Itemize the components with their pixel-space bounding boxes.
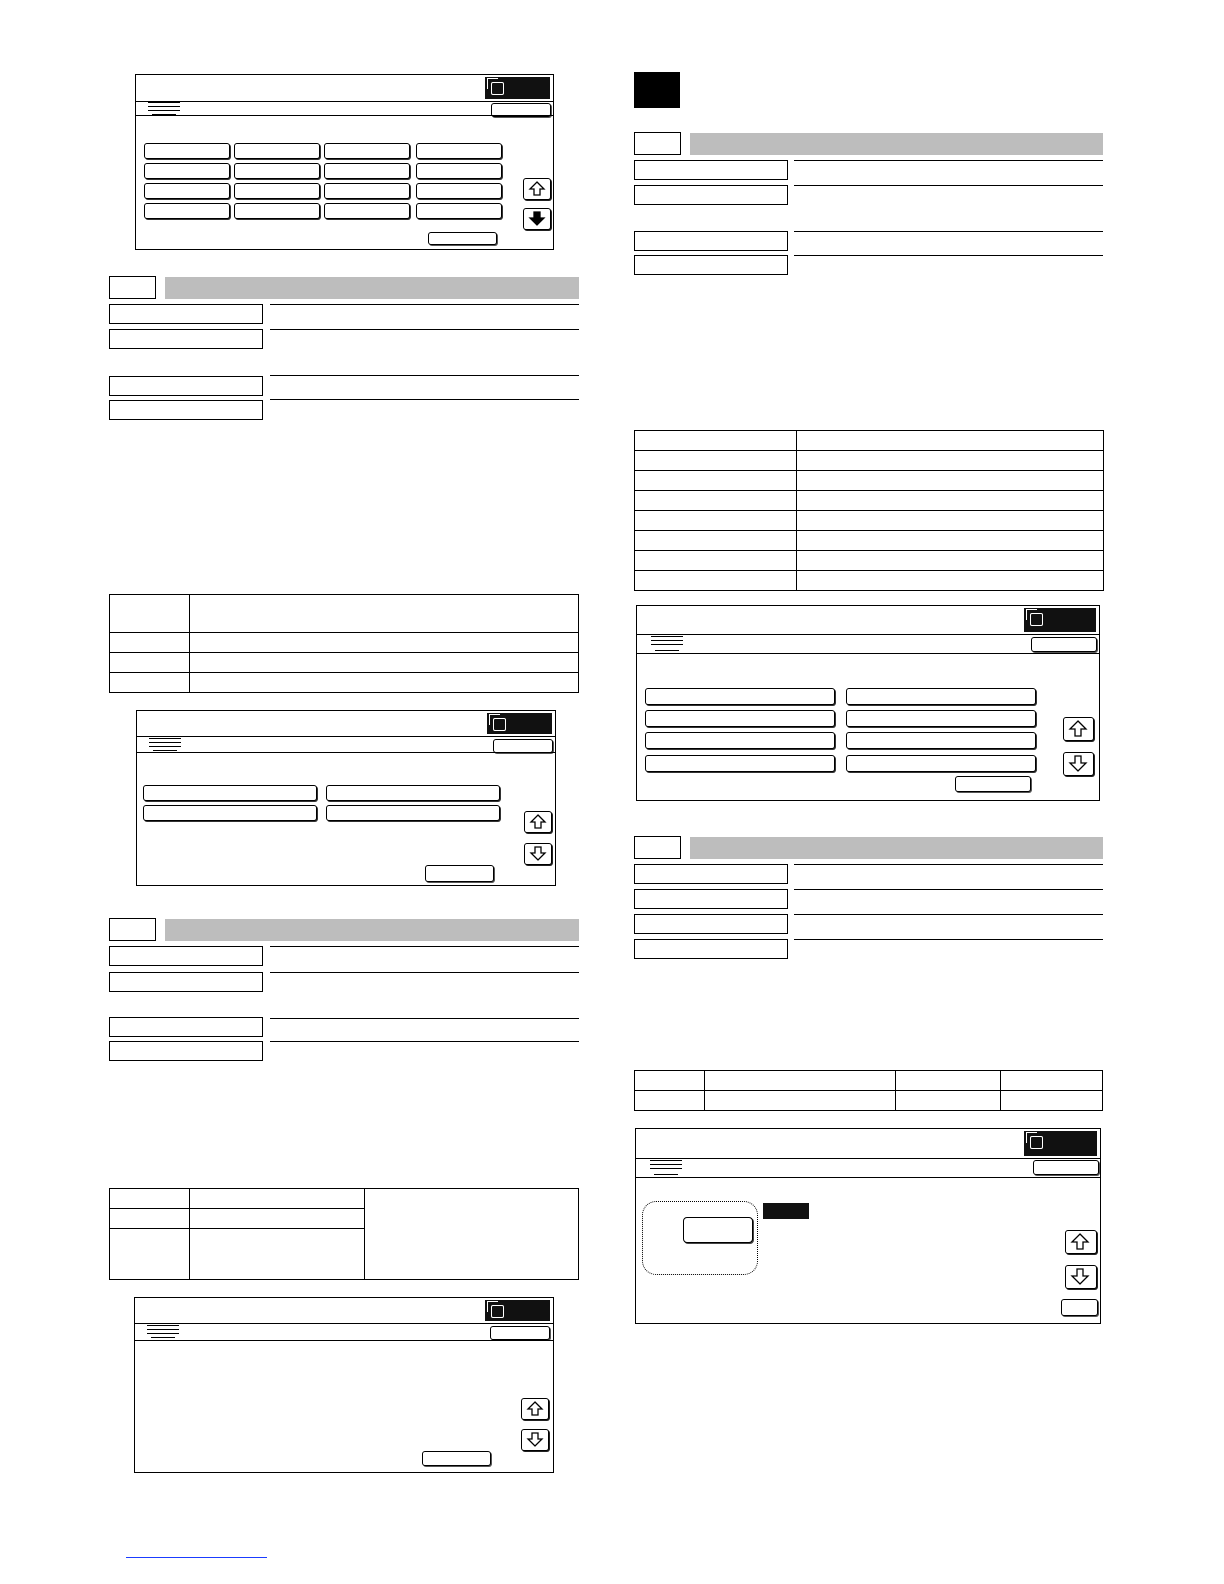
up-arrow-icon [529,813,547,830]
copy-icon [491,82,504,95]
table-row [110,653,579,673]
copy-mode-badge [485,1300,550,1321]
item-underline [794,864,1103,865]
screen-2-divider [137,752,555,753]
section-number-box [109,276,156,299]
table-row [635,451,1104,471]
option-button[interactable] [846,710,1036,727]
table-4 [634,1070,1103,1111]
copy-mode-badge [487,713,552,734]
item-underline [794,160,1103,161]
item-label-box [109,400,263,420]
up-arrow-button[interactable] [1063,717,1094,741]
key-button[interactable] [416,143,502,159]
down-arrow-button[interactable] [1063,752,1094,776]
item-underline [794,939,1103,940]
down-arrow-icon [529,845,547,862]
option-button[interactable] [326,785,500,801]
up-arrow-button[interactable] [524,811,552,833]
table-row [110,595,579,633]
key-button[interactable] [416,203,502,219]
section-title-bar [690,133,1103,155]
footer-link[interactable] [126,1557,267,1558]
screen-5-panel [635,1128,1101,1324]
screen-2-ok-button[interactable] [493,739,553,753]
menu-lines-icon [147,1323,179,1337]
section-number-box [634,132,681,155]
key-button[interactable] [324,143,410,159]
option-button[interactable] [645,688,835,705]
item-underline [270,1018,579,1019]
key-button[interactable] [234,183,320,199]
item-underline [270,946,579,947]
value-display-field[interactable] [683,1217,753,1243]
down-arrow-icon [1070,1267,1090,1286]
table-2 [109,1188,579,1280]
item-underline [794,185,1103,186]
item-underline [270,972,579,973]
item-label-box [634,231,788,251]
screen-1-close-button[interactable] [428,232,497,245]
item-label-box [109,1017,263,1037]
copy-mode-badge [1024,608,1096,632]
option-button[interactable] [143,785,317,801]
table-row [110,1189,579,1209]
item-label-box [634,255,788,275]
up-arrow-icon [1070,1232,1090,1251]
up-arrow-icon [528,180,546,197]
screen-2-close-button[interactable] [425,865,494,882]
option-button[interactable] [846,732,1036,749]
down-arrow-button[interactable] [523,208,551,230]
down-arrow-button[interactable] [524,843,552,865]
screen-3-divider [135,1340,553,1341]
item-label-box [634,160,788,180]
up-arrow-button[interactable] [1065,1230,1097,1254]
up-arrow-icon [526,1400,544,1417]
item-underline [270,1041,579,1042]
screen-5-divider [636,1177,1100,1178]
screen-4-divider [637,653,1099,654]
screen-3-ok-button[interactable] [490,1326,550,1340]
key-button[interactable] [144,143,230,159]
option-button[interactable] [846,755,1036,772]
screen-5-close-button[interactable] [1061,1299,1098,1316]
screen-1-divider [136,115,553,116]
item-underline [270,329,579,330]
down-arrow-icon [528,210,546,227]
table-row [635,571,1104,591]
table-row [635,551,1104,571]
key-button[interactable] [144,183,230,199]
section-title-bar [690,837,1103,859]
screen-2-panel [136,710,556,886]
copy-icon [493,718,506,731]
up-arrow-button[interactable] [523,178,551,200]
key-button[interactable] [234,143,320,159]
key-button[interactable] [324,163,410,179]
key-button[interactable] [416,183,502,199]
down-arrow-button[interactable] [1065,1265,1097,1289]
item-label-box [109,972,263,992]
screen-3-panel [134,1297,554,1473]
table-row [635,471,1104,491]
item-underline [794,255,1103,256]
down-arrow-icon [1068,754,1088,773]
table-row [635,531,1104,551]
menu-lines-icon [148,100,180,114]
item-label-box [634,185,788,205]
table-row [110,673,579,693]
key-button[interactable] [416,163,502,179]
key-button[interactable] [234,203,320,219]
menu-lines-icon [650,1158,682,1172]
option-button[interactable] [846,688,1036,705]
section-title-bar [165,919,579,941]
section-title-bar [165,277,579,299]
section-number-box [109,918,156,941]
screen-1-panel [135,74,554,250]
table-row [635,511,1104,531]
item-label-box [634,864,788,884]
table-row [635,491,1104,511]
copy-icon [1030,613,1043,626]
table-row [635,1091,1103,1111]
key-button[interactable] [144,203,230,219]
key-button[interactable] [324,183,410,199]
down-arrow-button[interactable] [521,1429,549,1451]
item-label-box [109,329,263,349]
screen-5-ok-button[interactable] [1033,1160,1099,1175]
copy-icon [491,1305,504,1318]
item-underline [270,304,579,305]
screen-4-panel [636,605,1100,801]
menu-lines-icon [651,634,683,648]
chapter-marker [634,72,680,108]
key-button[interactable] [324,203,410,219]
item-label-box [109,304,263,324]
table-1 [109,594,579,693]
option-button[interactable] [645,710,835,727]
screen-4-ok-button[interactable] [1031,637,1097,652]
table-row [635,1071,1103,1091]
option-button[interactable] [645,732,835,749]
section-number-box [634,836,681,859]
table-row [635,431,1104,451]
key-button[interactable] [234,163,320,179]
key-button[interactable] [144,163,230,179]
item-label-box [109,376,263,396]
item-underline [794,889,1103,890]
copy-icon [1030,1136,1043,1149]
item-label-box [634,914,788,934]
option-button[interactable] [143,805,317,821]
screen-3-close-button[interactable] [422,1451,491,1466]
table-row [110,633,579,653]
copy-mode-badge [1024,1131,1097,1156]
menu-lines-icon [149,736,181,750]
status-tag [763,1203,809,1219]
option-button[interactable] [645,755,835,772]
option-button[interactable] [326,805,500,821]
up-arrow-button[interactable] [521,1398,549,1420]
item-label-box [109,946,263,966]
down-arrow-icon [526,1431,544,1448]
copy-mode-badge [485,77,550,99]
screen-4-close-button[interactable] [955,776,1031,792]
item-label-box [634,939,788,959]
item-underline [794,231,1103,232]
item-label-box [109,1041,263,1061]
up-arrow-icon [1068,719,1088,738]
table-3 [634,430,1104,591]
item-underline [270,375,579,376]
item-underline [794,914,1103,915]
item-underline [270,399,579,400]
item-label-box [634,889,788,909]
